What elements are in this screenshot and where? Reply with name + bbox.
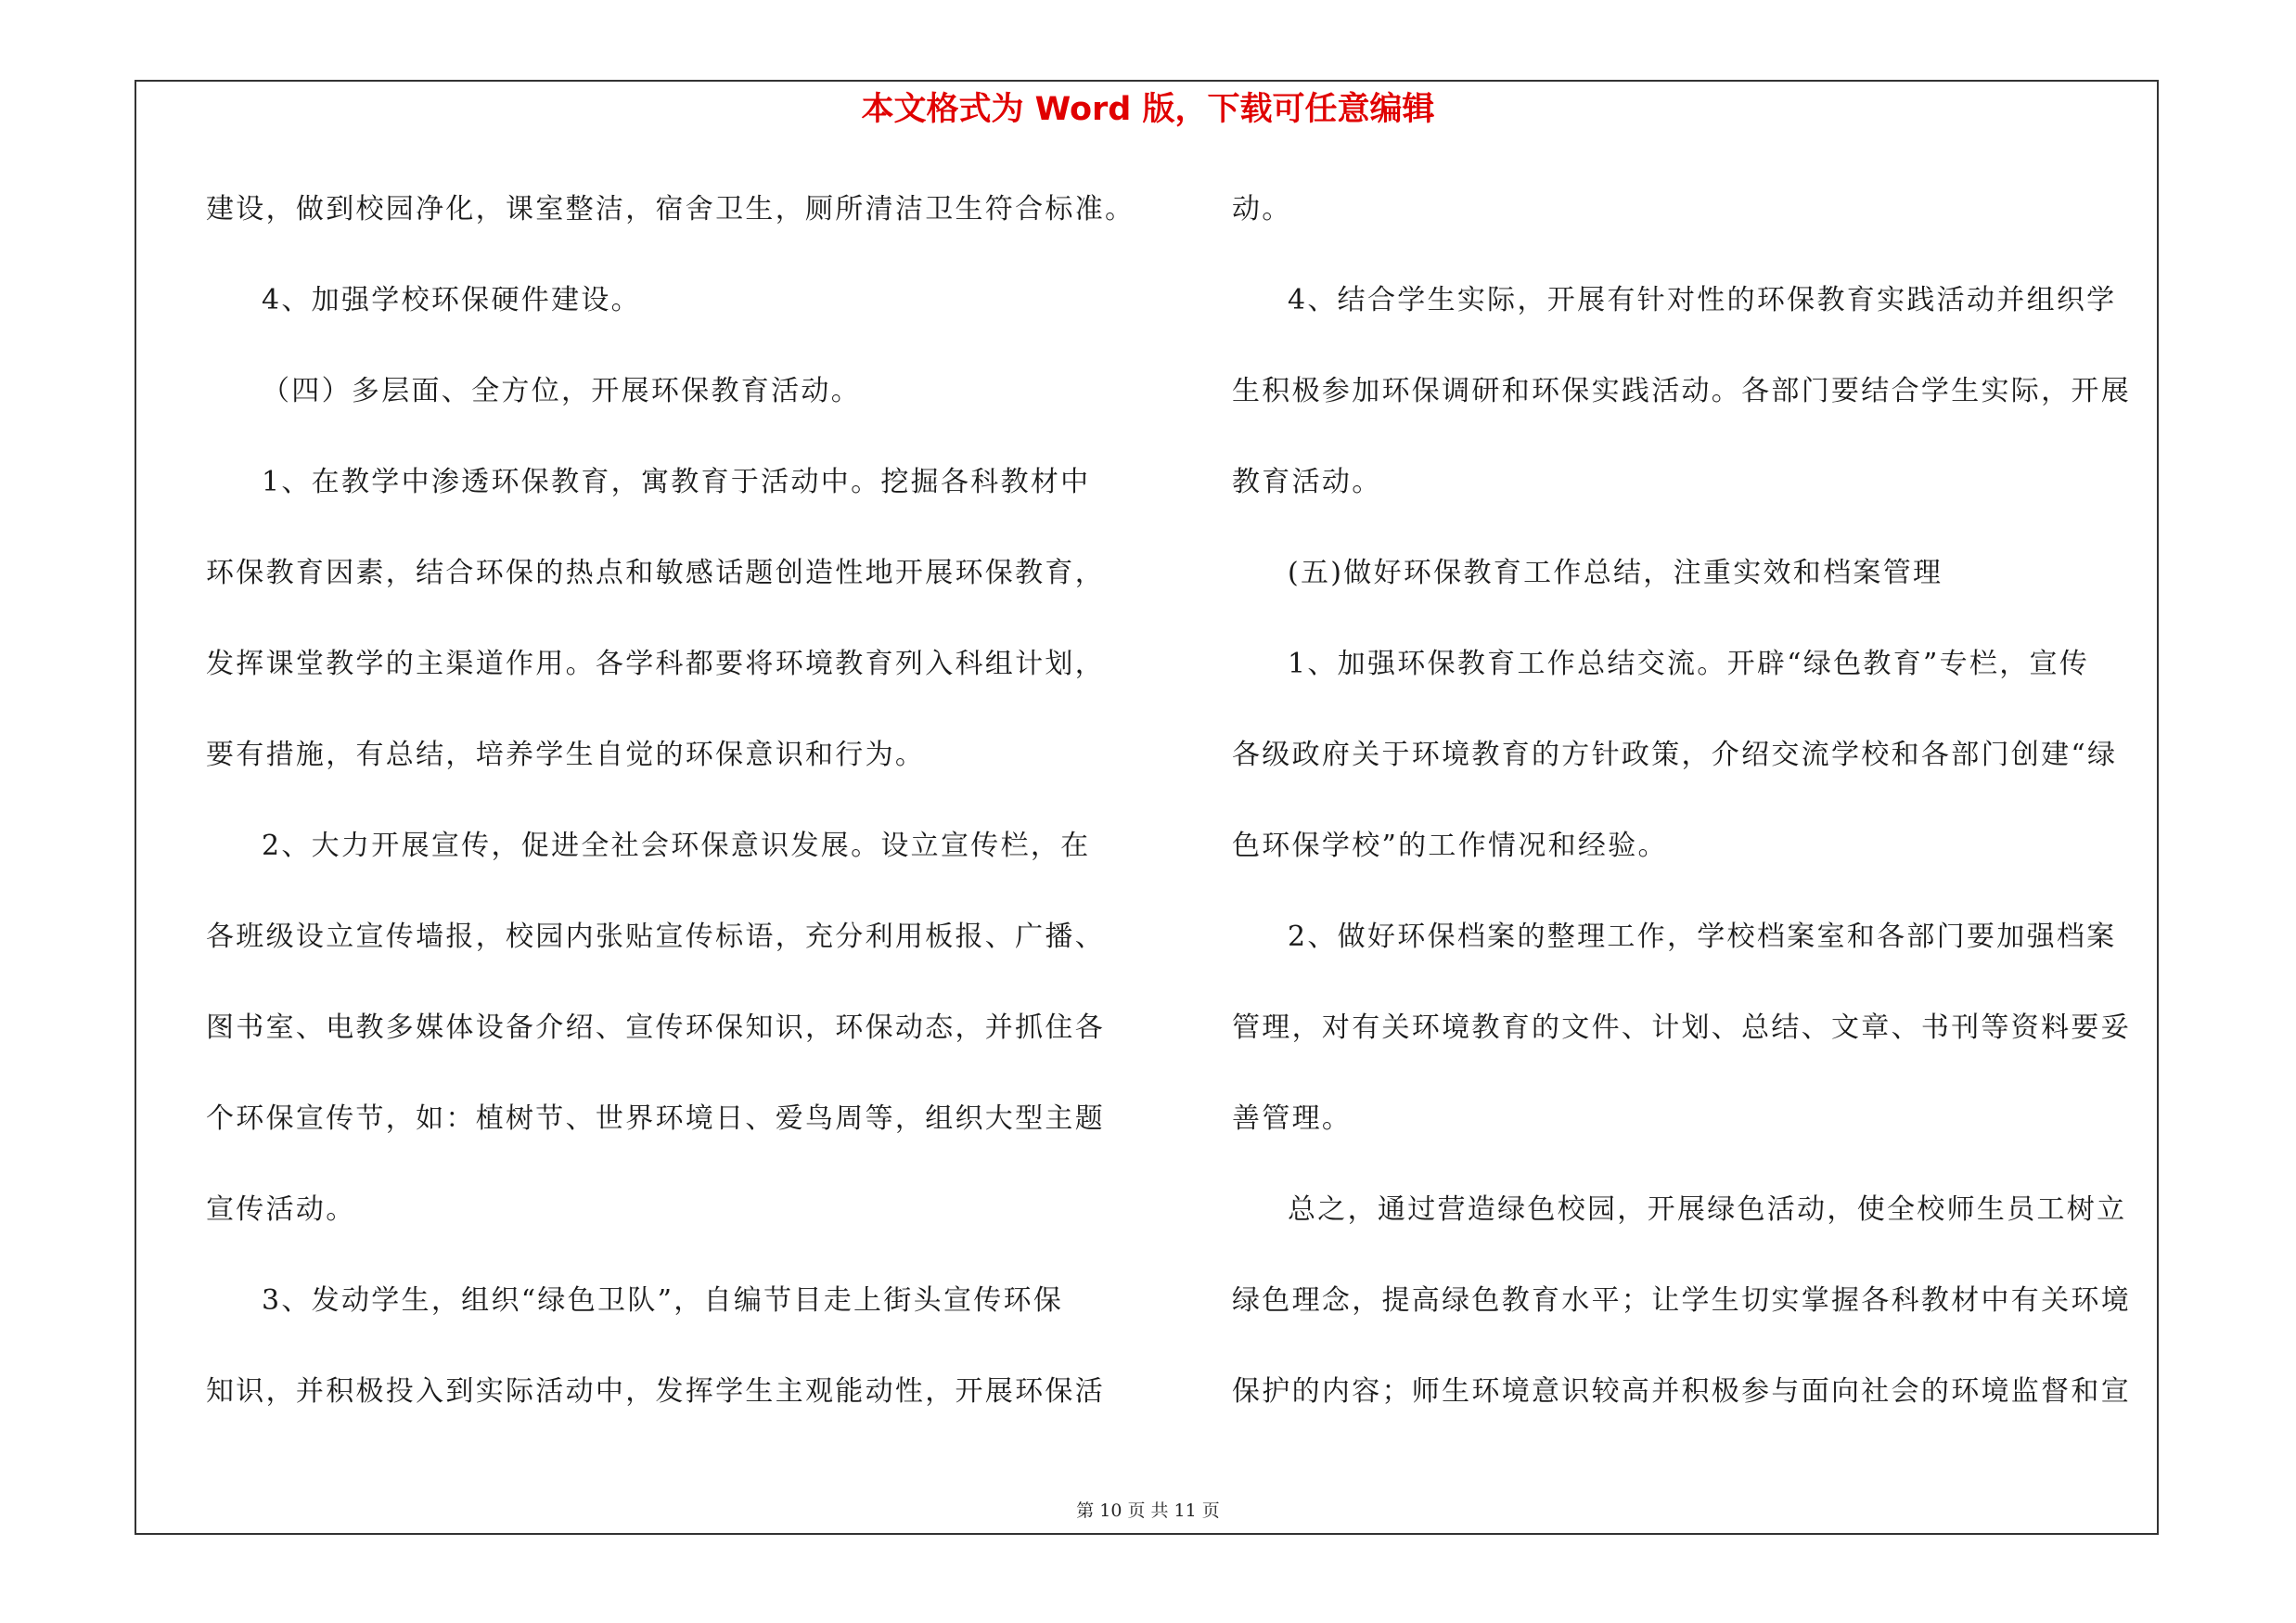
text-line: 1、加强环保教育工作总结交流。开辟“绿色教育”专栏，宣传 — [1288, 648, 2090, 680]
text-line: 2、大力开展宣传，促进全社会环保意识发展。设立宣传栏，在 — [262, 830, 1091, 862]
text-line: 要有措施，有总结，培养学生自觉的环保意识和行为。 — [206, 739, 926, 771]
text-line: 宣传活动。 — [206, 1193, 356, 1226]
text-line: 动。 — [1232, 193, 1292, 225]
text-line: 生积极参加环保调研和环保实践活动。各部门要结合学生实际，开展 — [1232, 375, 2131, 407]
text-line: 4、加强学校环保硬件建设。 — [262, 284, 641, 316]
text-line: 色环保学校”的工作情况和经验。 — [1232, 830, 1668, 862]
text-line: 1、在教学中渗透环保教育，寓教育于活动中。挖掘各科教材中 — [262, 466, 1091, 498]
text-line: 绿色理念，提高绿色教育水平；让学生切实掌握各科教材中有关环境 — [1232, 1284, 2131, 1317]
text-line: 知识，并积极投入到实际活动中，发挥学生主观能动性，开展环保活 — [206, 1375, 1105, 1408]
page-number-footer: 第 10 页 共 11 页 — [1076, 1501, 1220, 1521]
text-line: 图书室、电教多媒体设备介绍、宣传环保知识，环保动态，并抓住各 — [206, 1011, 1105, 1044]
text-line: (五)做好环保教育工作总结，注重实效和档案管理 — [1288, 557, 1943, 589]
text-line: 教育活动。 — [1232, 466, 1382, 498]
text-line: （四）多层面、全方位，开展环保教育活动。 — [262, 375, 861, 407]
text-line: 2、做好环保档案的整理工作，学校档案室和各部门要加强档案 — [1288, 921, 2117, 953]
word-format-banner: 本文格式为 Word 版，下载可任意编辑 — [861, 91, 1435, 128]
text-line: 善管理。 — [1232, 1102, 1353, 1135]
left-text-column — [206, 180, 1180, 1453]
text-line: 发挥课堂教学的主渠道作用。各学科都要将环境教育列入科组计划， — [206, 648, 1105, 680]
text-line: 管理，对有关环境教育的文件、计划、总结、文章、书刊等资料要妥 — [1232, 1011, 2131, 1044]
text-line: 4、结合学生实际，开展有针对性的环保教育实践活动并组织学 — [1288, 284, 2117, 316]
text-line: 各级政府关于环境教育的方针政策，介绍交流学校和各部门创建“绿 — [1232, 739, 2118, 771]
text-line: 3、发动学生，组织“绿色卫队”，自编节目走上街头宣传环保 — [262, 1284, 1064, 1317]
text-line: 保护的内容；师生环境意识较高并积极参与面向社会的环境监督和宣 — [1232, 1375, 2131, 1408]
text-line: 建设，做到校园净化，课室整洁，宿舍卫生，厕所清洁卫生符合标准。 — [206, 193, 1135, 225]
right-text-column — [1232, 180, 2150, 1453]
text-line: 各班级设立宣传墙报，校园内张贴宣传标语，充分利用板报、广播、 — [206, 921, 1105, 953]
text-line: 个环保宣传节，如：植树节、世界环境日、爱鸟周等，组织大型主题 — [206, 1102, 1105, 1135]
text-line: 总之，通过营造绿色校园，开展绿色活动，使全校师生员工树立 — [1288, 1193, 2127, 1226]
text-line: 环保教育因素，结合环保的热点和敏感话题创造性地开展环保教育， — [206, 557, 1105, 589]
